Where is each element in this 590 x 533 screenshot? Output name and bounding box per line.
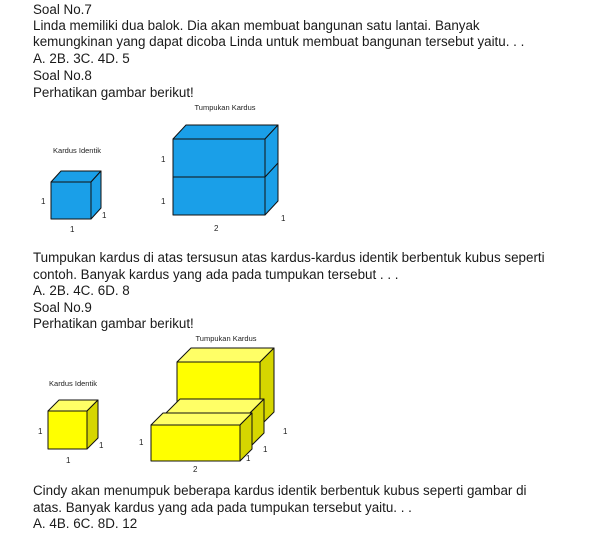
q7-options: A. 2B. 3C. 4D. 5 xyxy=(33,51,130,66)
q9-stack-title: Tumpukan Kardus xyxy=(195,334,257,343)
q8-stack-label-top: 1 xyxy=(161,155,166,164)
q7-text-line2: kemungkinan yang dapat dicoba Linda untuk membuat bangunan tersebut yaitu. . . xyxy=(33,34,525,49)
q8-figure xyxy=(0,100,590,240)
q9-stack-label-bottom: 2 xyxy=(193,465,198,474)
q8-stack-label-right: 1 xyxy=(281,214,286,223)
q9-text-line1: Cindy akan menumpuk beberapa kardus identik berbentuk kubus seperti gambar di xyxy=(33,483,527,498)
q9-box-label-bottom: 1 xyxy=(66,456,71,465)
q9-box-stack xyxy=(151,348,274,461)
q9-box-label-right: 1 xyxy=(99,441,104,450)
q9-stack-label-right-lower: 1 xyxy=(246,454,251,463)
q8-stack-label-bottom: 2 xyxy=(214,224,219,233)
q9-stack-label-right-mid: 1 xyxy=(263,445,268,454)
q9-box-label-left: 1 xyxy=(38,427,43,436)
q9-stack-label-left: 1 xyxy=(139,438,144,447)
q9-intro: Perhatikan gambar berikut! xyxy=(33,316,194,331)
q9-title: Soal No.9 xyxy=(33,300,92,315)
q8-box-label-right: 1 xyxy=(102,211,107,220)
q8-options: A. 2B. 4C. 6D. 8 xyxy=(33,283,130,298)
q9-text-line2: atas. Banyak kardus yang ada pada tumpukan tersebut yaitu. . . xyxy=(33,500,412,515)
q7-title: Soal No.7 xyxy=(33,2,92,17)
q8-identical-box xyxy=(51,171,101,219)
q9-figure xyxy=(0,330,590,480)
q7-text-line1: Linda memiliki dua balok. Dia akan membuat bangunan satu lantai. Banyak xyxy=(33,18,480,33)
q8-stack-label-mid: 1 xyxy=(161,197,166,206)
q9-options: A. 4B. 6C. 8D. 12 xyxy=(33,516,138,531)
q8-stack-title: Tumpukan Kardus xyxy=(194,103,256,112)
q9-stack-label-right-upper: 1 xyxy=(283,427,288,436)
q8-intro: Perhatikan gambar berikut! xyxy=(33,85,194,100)
q8-box-label-bottom: 1 xyxy=(70,225,75,234)
q8-box-title: Kardus Identik xyxy=(53,146,101,155)
q8-text-line1: Tumpukan kardus di atas tersusun atas kardus-kardus identik berbentuk kubus seperti xyxy=(33,250,545,265)
q9-identical-box xyxy=(48,400,98,449)
q8-title: Soal No.8 xyxy=(33,68,92,83)
q8-text-line2: contoh. Banyak kardus yang ada pada tumpukan tersebut . . . xyxy=(33,267,399,282)
q8-box-stack xyxy=(173,125,278,215)
q9-box-title: Kardus Identik xyxy=(49,379,97,388)
q8-box-label-left: 1 xyxy=(41,197,46,206)
